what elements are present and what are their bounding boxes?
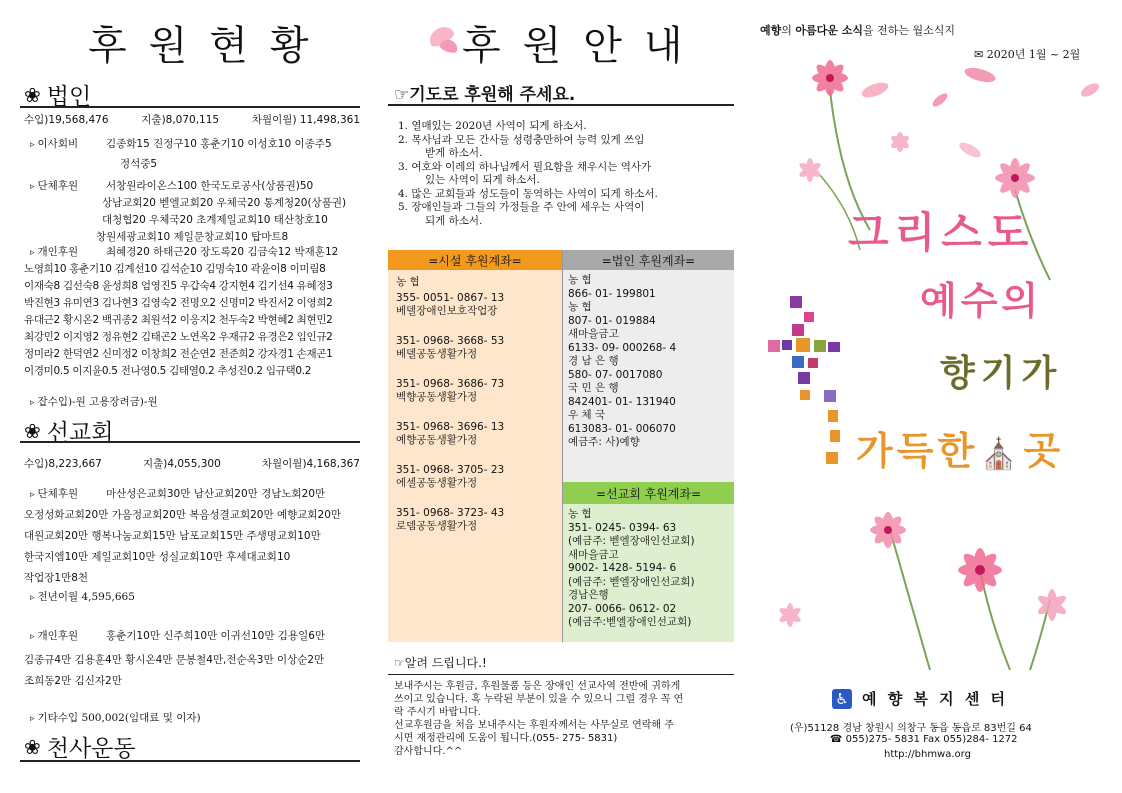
support-status-title: 후원현황	[88, 23, 331, 69]
cross-mosaic	[768, 296, 848, 486]
mission-group-label: 단체후원	[37, 488, 79, 500]
corp-account-line: 새마을금고	[568, 328, 619, 340]
mission-prev-line	[30, 587, 135, 608]
triangle-icon: ▹	[30, 490, 35, 500]
mission-account-line: 207- 0066- 0612- 02	[568, 602, 677, 615]
mission-account-line: 경남은행	[568, 589, 609, 601]
prayer-heading: ☞기도로 후원해 주세요.	[394, 85, 576, 105]
board-label: 이사회비	[37, 138, 79, 150]
mission-personal-line: 조희동2만 김신자2만	[24, 675, 122, 687]
triangle-icon: ▹	[30, 182, 35, 192]
notice-line: 선교후원금을 처음 보내주시는 후원자께서는 사무실로 연락해 주	[394, 720, 674, 731]
facility-account-name: 베델공동생활가정	[396, 348, 478, 360]
facility-account-number: 355- 0051- 0867- 13	[396, 291, 505, 304]
corp-personal-line: 정미라2 한덕연2 신미정2 이창희2 전순연2 전준희2 강자경1 손재곤1	[24, 348, 333, 360]
mission-heading-label: 선교회	[46, 420, 114, 446]
board-line1: 김종화15 진정구10 홍춘기10 이성호10 이종주5	[106, 138, 332, 150]
mission-account-line: 351- 0245- 0394- 63	[568, 521, 677, 534]
corp-carry: 차월이월) 11,498,361	[251, 114, 360, 126]
corp-group-line: 대청협20 우체국20 초계제일교회10 태산창호10	[102, 214, 328, 226]
support-guide-title: 후원안내	[462, 23, 705, 69]
triangle-icon: ▹	[30, 632, 35, 642]
prayer-rule	[388, 104, 734, 106]
triangle-icon: ▹	[30, 140, 35, 150]
corp-account-line: 국 민 은 행	[568, 382, 619, 394]
mission-group-line: 작업장1만8천	[24, 572, 89, 584]
angel-rule	[20, 760, 360, 762]
envelope-icon: ✉	[974, 48, 984, 61]
mission-account-list	[568, 508, 732, 630]
center-phone-line	[830, 734, 1018, 745]
account-table	[388, 250, 734, 642]
mission-account-line: (예금주:벧엘장애인선교회)	[568, 616, 692, 628]
mission-personal-first: 홍춘기10만 신주희10만 이귀선10만 김용일6만	[106, 630, 326, 642]
corp-personal-line: 박진현3 유미연3 김나현3 김영숙2 전명오2 신명미2 박진서2 이영희2	[24, 297, 333, 309]
mission-account-header: =선교회 후원계좌=	[563, 482, 734, 504]
prayer-item: 1. 열매있는 2020년 사역이 되게 하소서.	[398, 120, 587, 132]
angel-heading	[24, 730, 136, 763]
facility-account-name: 예향공동생활가정	[396, 434, 478, 446]
mission-personal-label-line	[30, 626, 78, 647]
corp-misc-line	[30, 392, 158, 413]
mission-expense: 지출)4,055,300	[142, 458, 221, 470]
notice-rule	[388, 674, 734, 675]
facility-account-name: 벡향공동생활가정	[396, 391, 478, 403]
flower-icon: ❀	[24, 418, 41, 443]
prayer-item-cont: 받게 하소서.	[425, 147, 483, 159]
mission-rule	[20, 441, 360, 443]
flower-icon: ❀	[24, 734, 41, 759]
mission-income: 수입)8,223,667	[24, 458, 102, 470]
mission-group-line: 한국지엠10만 제일교회10만 성실교회10만 후세대교회10	[24, 551, 291, 563]
corp-group-line: 서창원라이온스100 한국도로공사(상품권)50	[106, 180, 314, 192]
wheelchair-icon: ♿	[832, 689, 852, 709]
corp-personal-line: 최강민2 이지영2 정유현2 김태곤2 노연옥2 우재규2 유경은2 임인규2	[24, 331, 333, 343]
corp-misc: 잡수입)-원 고용장려금)-원	[37, 396, 158, 408]
triangle-icon: ▹	[30, 248, 35, 258]
mission-group-line: 오정성화교회20만 가음정교회20만 복음성결교회20만 예향교회20만	[24, 509, 342, 521]
mission-personal-line: 김종규4만 김용훈4만 황시온4만 문봉철4만,전순옥3만 이상순2만	[24, 654, 325, 666]
slogan-line4a: 가득한	[856, 429, 979, 473]
corp-account-line: 6133- 09- 000268- 4	[568, 341, 677, 354]
corp-group-line: 상남교회20 벧엘교회20 우체국20 통계청20(상품권)	[102, 197, 347, 209]
mission-account-line: 농 협	[568, 508, 592, 520]
mission-account-line: (예금주: 벧엘장애인선교회)	[568, 575, 695, 588]
prayer-item: 4. 많은 교회들과 성도들이 동역하는 사역이 되게 하소서.	[398, 187, 658, 200]
mission-etc: 기타수입 500,002(임대료 및 이자)	[37, 712, 201, 724]
corp-heading-label: 법인	[46, 84, 92, 110]
corp-personal-line: 유대근2 황시온2 백귀종2 최원석2 이응지2 천두숙2 박현혜2 최현민2	[24, 314, 333, 326]
corp-account-line: 807- 01- 019884	[568, 314, 656, 327]
corp-group-label: 단체후원	[37, 180, 79, 192]
corp-account-line: 866- 01- 199801	[568, 287, 656, 300]
mission-summary	[24, 456, 360, 471]
cover-column	[760, 0, 1122, 793]
mission-account-line: 9002- 1428- 5194- 6	[568, 562, 677, 574]
corp-personal-line: 노영희10 홍춘기10 김계선10 김석순10 김명숙10 곽윤이8 이미림8	[24, 263, 326, 275]
corp-account-line: 613083- 01- 006070	[568, 422, 676, 435]
tagline-news: 아름다운 소식	[795, 24, 863, 37]
slogan-line3: 향기가	[940, 353, 1063, 394]
mission-account-line: 새마을금고	[568, 548, 619, 561]
mission-group-line: 대원교회20만 행복나눔교회15만 남포교회15만 주생명교회10만	[24, 530, 321, 542]
corp-account-line: 580- 07- 0017080	[568, 368, 663, 381]
corp-income: 수입)19,568,476	[24, 114, 109, 126]
support-guide-column	[388, 0, 734, 793]
slogan-line4	[856, 420, 1064, 475]
center-url[interactable]: http://bhmwa.org	[884, 749, 971, 760]
facility-account-name: 에셀공동생활가정	[396, 477, 478, 489]
facility-account-number: 351- 0968- 3668- 53	[396, 334, 505, 347]
mission-account-line: (예금주: 벧엘장애인선교회)	[568, 535, 695, 547]
slogan-line2: 예수의	[920, 279, 1043, 323]
prayer-list	[398, 120, 732, 228]
corp-account-line: 농 협	[568, 274, 592, 286]
facility-account-number: 351- 0968- 3696- 13	[396, 420, 505, 433]
triangle-icon: ▹	[30, 398, 35, 408]
corp-account-line: 경 남 은 행	[568, 355, 619, 367]
notice-line: 시면 재정관리에 도움이 됩니다.(055- 275- 5831)	[394, 733, 618, 744]
corp-expense: 지출)8,070,115	[141, 114, 220, 126]
notice-line: 락 주시기 바랍니다.	[394, 707, 481, 718]
corp-rule	[20, 106, 360, 108]
notice-line: 쓰이고 있습니다. 혹 누락된 부분이 있을 수 있으니 그럴 경우 꼭 연	[394, 694, 684, 705]
facility-account-number: 351- 0968- 3686- 73	[396, 377, 505, 390]
mission-carry: 차월이월)4,168,367	[261, 458, 360, 470]
triangle-icon: ▹	[30, 714, 35, 724]
church-icon: ⛪	[980, 437, 1022, 472]
tagline: 예향의 아름다운 소식을 전하는 월소식지	[760, 24, 955, 37]
notice-line: 보내주시는 후원금, 후원물품 등은 장애인 선교사역 전반에 귀하게	[394, 681, 681, 692]
mission-personal-label: 개인후원	[37, 630, 79, 642]
facility-account-list	[396, 276, 560, 534]
center-name-block	[832, 688, 1008, 709]
board-label-line	[30, 134, 78, 155]
corp-personal-first: 최혜경20 하태근20 장도록20 김금숙12 박재훈12	[106, 246, 339, 258]
facility-account-number: 351- 0968- 3705- 23	[396, 463, 505, 476]
prayer-item-cont: 있는 사역이 되게 하소서.	[425, 174, 540, 186]
mission-group-label-line	[30, 484, 78, 505]
corp-group-label-line	[30, 176, 78, 197]
corp-group-line: 창원세광교회10 제일문창교회10 탑마트8	[96, 231, 289, 243]
corp-account-header: =법인 후원계좌=	[563, 250, 734, 270]
mission-prev: 전년이월 4,595,665	[37, 591, 135, 603]
board-line2: 정석중5	[120, 158, 158, 170]
center-phone: 055)275- 5831 Fax 055)284- 1272	[845, 734, 1018, 745]
prayer-item-cont: 되게 하소서.	[425, 214, 483, 227]
notice-heading: ☞알려 드립니다.!	[394, 656, 487, 670]
center-name: 예 향 복 지 센 터	[862, 690, 1009, 708]
corp-personal-line: 이재숙8 김선숙8 윤성희8 엄영진5 우갑숙4 강지현4 김기선4 유혜정3	[24, 280, 333, 292]
phone-icon: ☎	[830, 734, 843, 745]
facility-account-name: 로뎀공동생활가정	[396, 520, 478, 532]
slogan-line1: 그리스도	[848, 208, 1035, 257]
tagline-brand: 예향	[760, 24, 782, 37]
flower-icon: ❀	[24, 82, 41, 107]
issue-date-text: 2020년 1월 ~ 2월	[986, 48, 1081, 61]
notice-line: 감사합니다.^^	[394, 746, 463, 757]
support-status-column	[20, 0, 365, 793]
corp-account-line: 우 체 국	[568, 409, 606, 421]
mission-etc-line	[30, 708, 201, 729]
center-address: (우)51128 경남 창원시 의창구 동읍 동읍로 83번길 64	[790, 723, 1032, 734]
facility-account-header: =시설 후원계좌=	[388, 250, 562, 270]
corp-account-line: 예금주: 사)예향	[568, 436, 640, 448]
triangle-icon: ▹	[30, 593, 35, 603]
corp-account-line: 농 협	[568, 301, 592, 313]
angel-heading-label: 천사운동	[46, 736, 136, 762]
notice-body	[394, 680, 734, 758]
corp-summary	[24, 112, 360, 127]
facility-account-name: 베델장애인보호작업장	[396, 305, 498, 317]
corp-personal-label: 개인후원	[37, 246, 79, 258]
facility-bank: 농 협	[396, 276, 420, 288]
corp-personal-line: 이경미0.5 이지윤0.5 전나영0.5 김태열0.2 추성진0.2 임규택0.2	[24, 365, 312, 377]
corp-account-line: 842401- 01- 131940	[568, 395, 676, 408]
facility-account-number: 351- 0968- 3723- 43	[396, 506, 505, 519]
mission-group-first: 마산성은교회30만 남산교회20만 경남노회20만	[106, 488, 326, 500]
prayer-item: 2. 목사님과 모든 간사들 성령충만하여 능력 있게 쓰임	[398, 133, 645, 146]
slogan-line4b: 곳	[1023, 429, 1065, 473]
prayer-item: 3. 여호와 이레의 하나님께서 필요함을 채우시는 역사가	[398, 160, 652, 173]
prayer-item: 5. 장애인들과 그들의 가정들을 주 안에 세우는 사역이	[398, 201, 645, 213]
corp-account-list	[568, 274, 732, 450]
